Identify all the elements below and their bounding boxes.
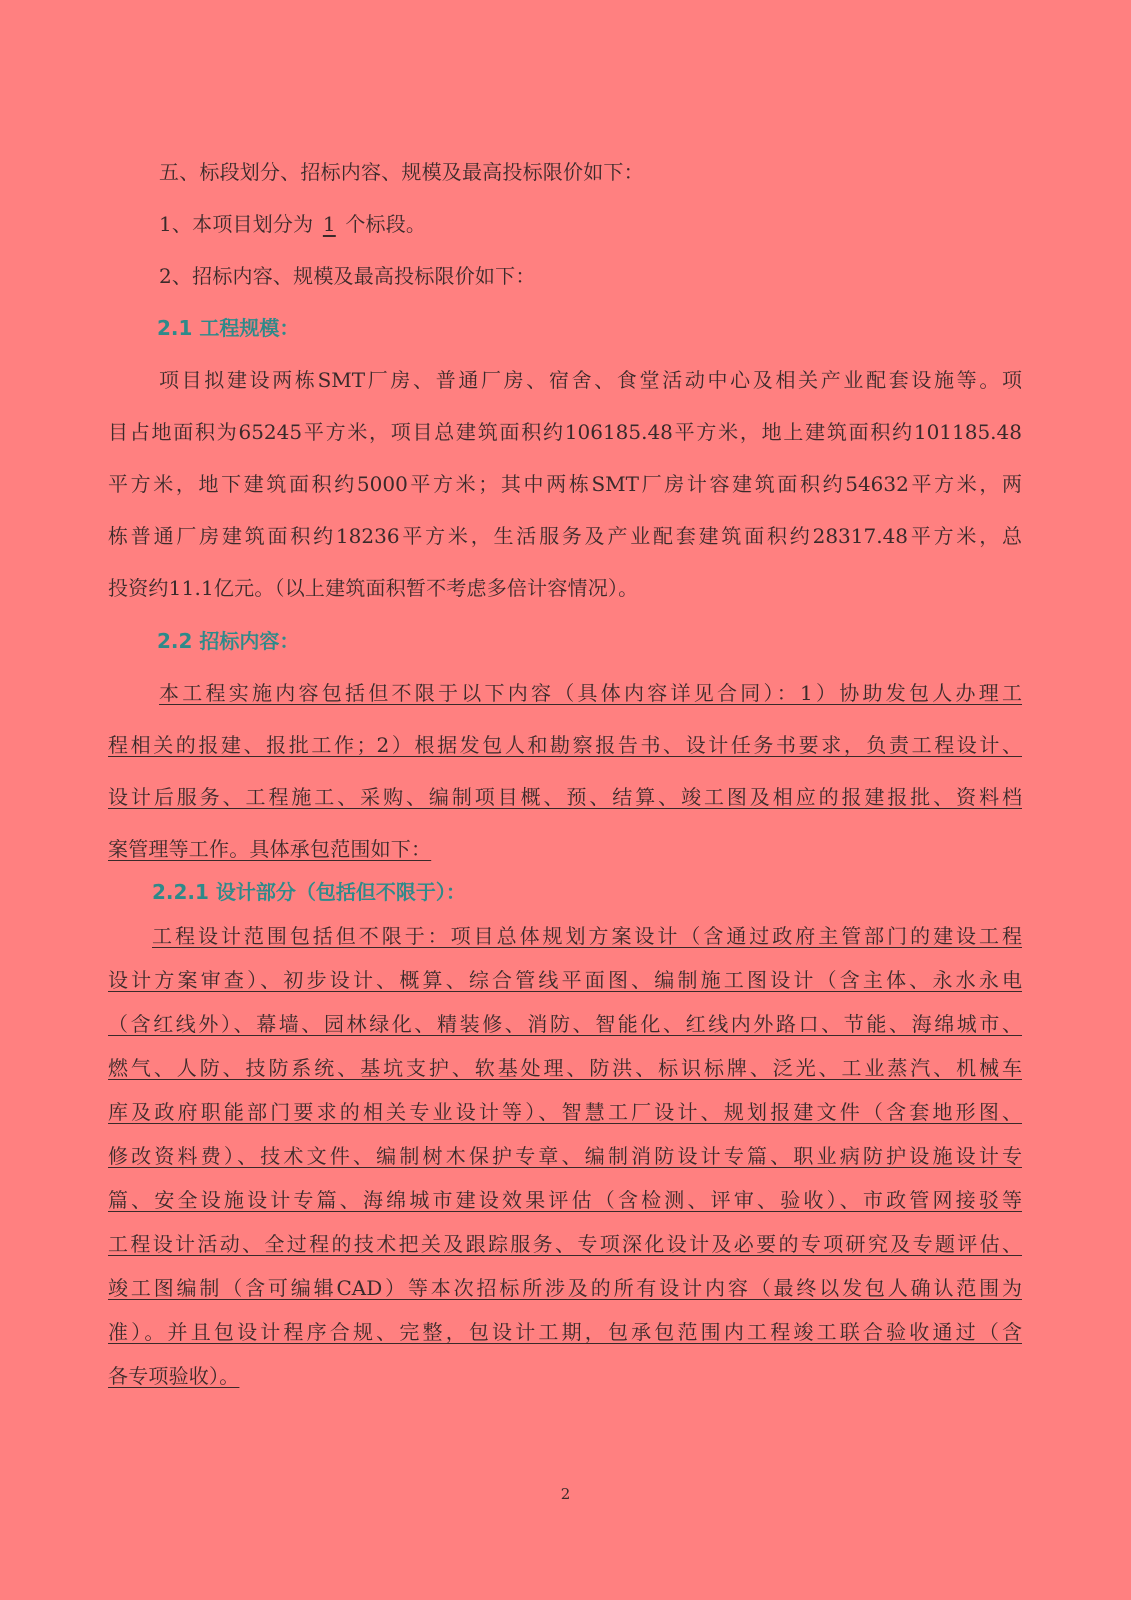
heading-2-2-1: 2.2.1 设计部分（包括但不限于）：: [152, 880, 466, 904]
scale-line: 栋普通厂房建筑面积约18236平方米，生活服务及产业配套建筑面积约28317.48平方米，总: [108, 524, 1022, 548]
design-line: 篇、安全设施设计专篇、海绵城市建设效果评估（含检测、评审、验收）、市政管网接驳等: [108, 1188, 1022, 1212]
design-line: 工程设计活动、全过程的技术把关及跟踪服务、专项深化设计及必要的专项研究及专题评估、: [108, 1232, 1022, 1256]
heading-2-2: 2.2 招标内容：: [157, 629, 300, 653]
scale-line: 项目拟建设两栋SMT厂房、普通厂房、宿舍、食堂活动中心及相关产业配套设施等。项: [159, 368, 1022, 392]
scale-line: 投资约11.1亿元。（以上建筑面积暂不考虑多倍计容情况）。: [108, 576, 639, 600]
design-line: 工程设计范围包括但不限于：项目总体规划方案设计（含通过政府主管部门的建设工程: [152, 924, 1022, 948]
item-1: [159, 210, 426, 238]
design-line: 竣工图编制（含可编辑CAD）等本次招标所涉及的所有设计内容（最终以发包人确认范围为: [108, 1276, 1022, 1300]
content-line: 本工程实施内容包括但不限于以下内容（具体内容详见合同）：1）协助发包人办理工: [159, 681, 1022, 705]
lot-count: 1: [322, 212, 336, 236]
design-line: 库及政府职能部门要求的相关专业设计等）、智慧工厂设计、规划报建文件（含套地形图、: [108, 1100, 1022, 1124]
scale-line: 平方米，地下建筑面积约5000平方米；其中两栋SMT厂房计容建筑面积约54632平方米，两: [108, 472, 1022, 496]
content-line: 程相关的报建、报批工作；2）根据发包人和勘察报告书、设计任务书要求，负责工程设计、: [108, 733, 1022, 757]
content-line: 案管理等工作。具体承包范围如下：: [108, 837, 432, 861]
content-line: 设计后服务、工程施工、采购、编制项目概、预、结算、竣工图及相应的报建报批、资料档: [108, 785, 1022, 809]
design-line: 各专项验收）。: [108, 1364, 240, 1388]
design-line: 准）。并且包设计程序合规、完整，包设计工期，包承包范围内工程竣工联合验收通过（含: [108, 1320, 1022, 1344]
design-line: （含红线外）、幕墙、园林绿化、精装修、消防、智能化、红线内外路口、节能、海绵城市、: [108, 1012, 1022, 1036]
item-1-suffix: 个标段。: [345, 212, 427, 236]
scale-line: 目占地面积为65245平方米，项目总建筑面积约106185.48平方米，地上建筑面积约101185.48: [108, 420, 1022, 444]
design-line: 设计方案审查）、初步设计、概算、综合管线平面图、编制施工图设计（含主体、永水永电: [108, 968, 1022, 992]
design-line: 燃气、人防、技防系统、基坑支护、软基处理、防洪、标识标牌、泛光、工业蒸汽、机械车: [108, 1056, 1022, 1080]
design-line: 修改资料费）、技术文件、编制树木保护专章、编制消防设计专篇、职业病防护设施设计专: [108, 1144, 1022, 1168]
page-number: 2: [560, 1485, 571, 1503]
section-title: 五、标段划分、招标内容、规模及最高投标限价如下：: [159, 160, 644, 184]
item-1-prefix: 1、本项目划分为: [159, 212, 314, 236]
heading-2-1: 2.1 工程规模：: [157, 316, 300, 340]
item-2: 2、招标内容、规模及最高投标限价如下：: [159, 264, 536, 288]
